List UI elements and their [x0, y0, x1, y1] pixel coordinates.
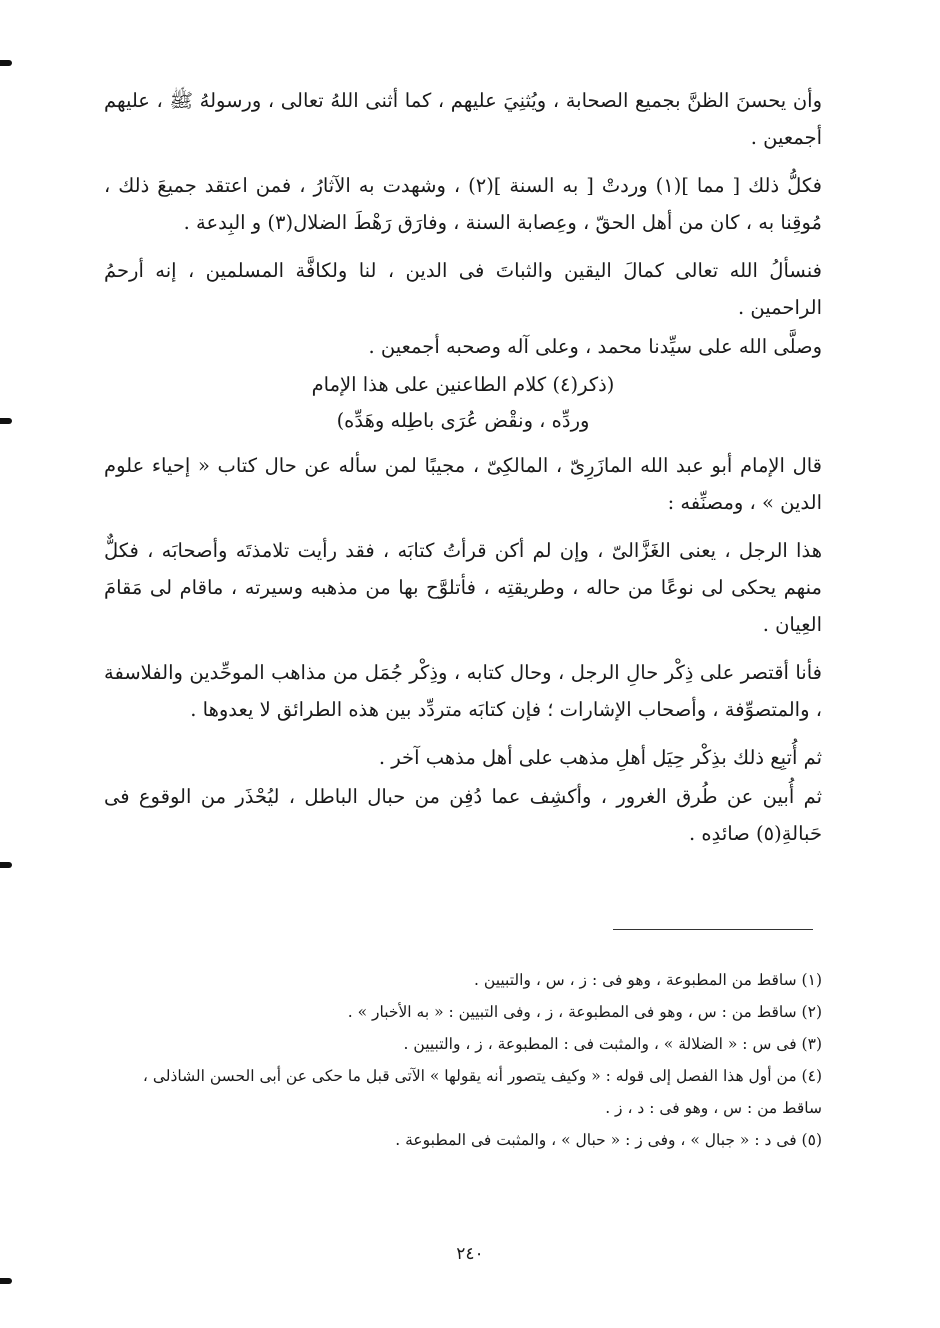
binding-mark [0, 1278, 12, 1284]
paragraph: وأن يحسنَ الظنَّ بجميع الصحابة ، ويُثنِيَ عليهم ، كما أثنى اللهُ تعالى ، ورسولهُ ﷺ ، عليهم أجمعين . [104, 89, 822, 149]
paragraph: قال الإمام أبو عبد الله المازَرِىّ ، المالكِىّ ، مجيبًا لمن سأله عن حال كتاب « إحياء علوم الدين » ، ومصنِّفه : [104, 454, 822, 514]
binding-mark [0, 418, 12, 424]
footnote: (٢) ساقط من : س ، وهو فى المطبوعة ، ز ، وفى التبيين : « به الأخبار » . [347, 1003, 822, 1021]
paragraph: فأنا أقتصر على ذِكْر حالِ الرجل ، وحال كتابه ، وذِكْر جُمَل من مذاهب الموحِّدين والفلاسفة ، والمتصوِّفة ، وأصحاب الإشارات ؛ فإن كتابَه متردِّد بين هذه الطرائق لا يعدوها . [104, 661, 822, 721]
footnote: (١) ساقط من المطبوعة ، وهو فى : ز ، س ، والتبيين . [474, 971, 822, 989]
footnote: (٣) فى س : « الضلالة » ، والمثبت فى : المطبوعة ، ز ، والتبيين . [403, 1035, 822, 1053]
paragraph: فكلُّ ذلك [ مما ](١) وردتْ [ به السنة ](٢) ، وشهدت به الآثارُ ، فمن اعتقد جميعَ ذلك ، مُوقِنا به ، كان من أهل الحقّ ، وعِصابة السنة ، وفارَق رَهْطَ الضلال(٣) و البِدعة . [104, 174, 822, 234]
paragraph: ثم أُتبِع ذلك بذِكْر حِيَل أهلِ مذهب على أهل مذهب آخر . [378, 746, 822, 769]
paragraph: وصلَّى الله على سيِّدنا محمد ، وعلى آله وصحبه أجمعين . [368, 335, 822, 358]
footnote-divider [613, 929, 813, 930]
paragraph: فنسألُ الله تعالى كمالَ اليقين والثباتَ فى الدين ، لنا ولكافَّة المسلمين ، إنه أرحمُ الراحمين . [104, 259, 822, 319]
paragraph: ثم أُبين عن طُرق الغرور ، وأكشِف عما دُفِن من حبال الباطل ، ليُحْذَر من الوقوع فى حَبالةِ(٥) صائدِه . [104, 785, 822, 845]
footnote: (٥) فى د : « جبال » ، وفى ز : « حبال » ، والمثبت فى المطبوعة . [395, 1131, 822, 1149]
section-heading [104, 367, 822, 439]
section-heading-line: (ذكر(٤) كلام الطاعنين على هذا الإمام [311, 373, 615, 396]
binding-mark [0, 862, 12, 868]
page-number: ٢٤٠ [456, 1244, 484, 1264]
footnote: (٤) من أول هذا الفصل إلى قوله : « وكيف يتصور أنه يقولها » الآتى قبل ما حكى عن أبى الحسن الشاذلى ، ساقط من : س ، وهو فى : د ، ز . [142, 1067, 822, 1117]
binding-mark [0, 60, 12, 66]
section-heading-line: وردِّه ، ونقْض عُرَى باطِله وهَدِّه) [336, 409, 590, 432]
paragraph: هذا الرجل ، يعنى الغَزَّالىّ ، وإن لم أكن قرأتُ كتابَه ، فقد رأيت تلامذتَه وأصحابَه ، فكلٌّ منهم يحكى لى نوعًا من حاله ، وطريقتِه ، فأتلوَّح بها من مذهبه وسيرته ، ماقام لى مَقامَ العِيان . [104, 539, 822, 636]
footnotes [104, 964, 822, 1156]
main-text [104, 82, 822, 863]
